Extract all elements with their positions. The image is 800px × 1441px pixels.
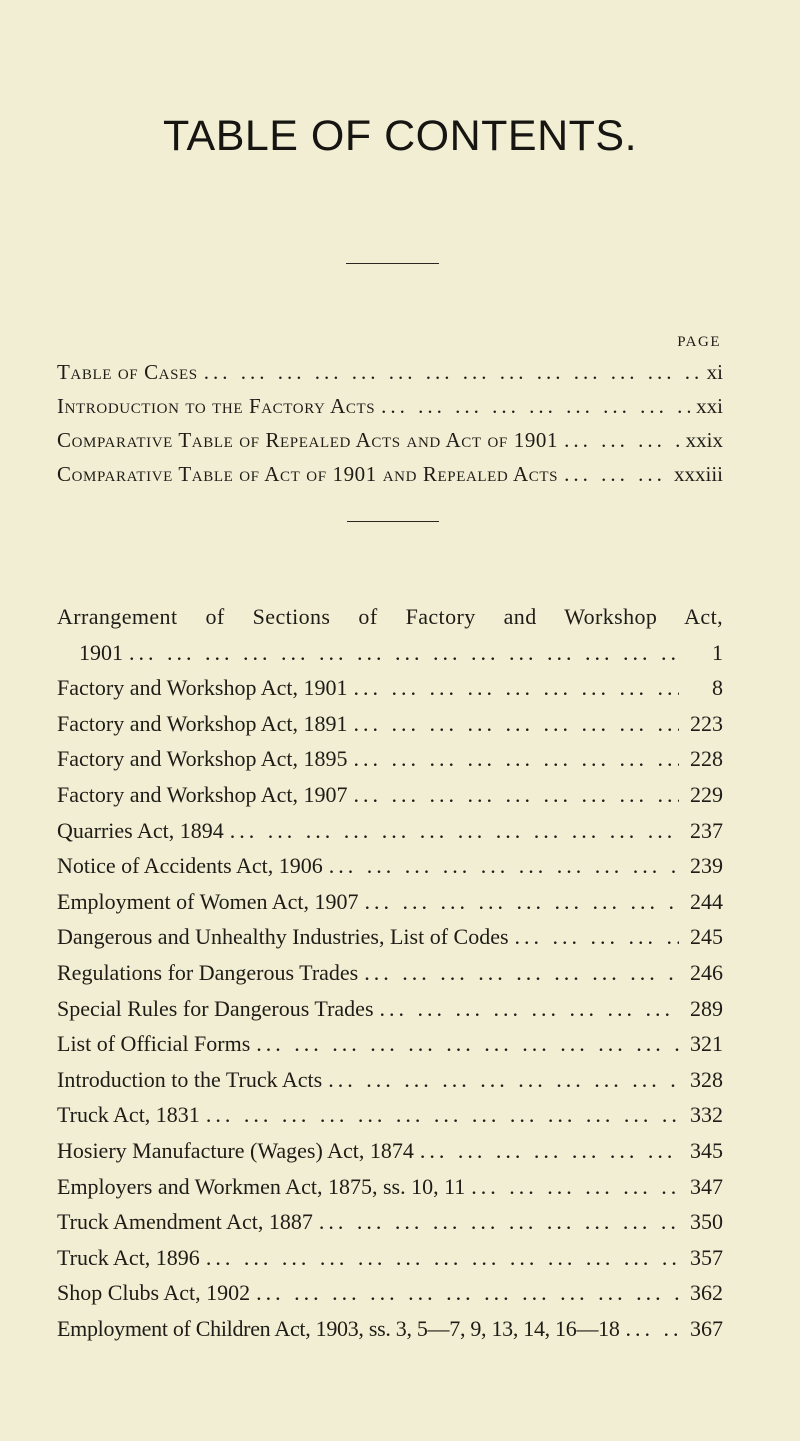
toc-entry-page: 246 [690, 959, 723, 985]
dot-leader [256, 1275, 679, 1311]
toc-entry-page: 245 [690, 924, 723, 950]
toc-entry-title: List of Official Forms [57, 1031, 251, 1057]
toc-entry-title: Employers and Workmen Act, 1875, ss. 10, 11 [57, 1173, 466, 1199]
dot-leader [515, 919, 679, 955]
toc-entry[interactable] [57, 706, 723, 742]
dot-leader [380, 991, 679, 1027]
dot-leader [256, 1026, 679, 1062]
toc-entry-page: xi [706, 360, 723, 384]
toc-entry[interactable] [57, 848, 723, 884]
dot-leader [626, 1311, 679, 1347]
toc-entry[interactable] [57, 1204, 723, 1240]
dot-leader [354, 706, 679, 742]
toc-entry[interactable] [57, 955, 723, 991]
toc-entry-title: Introduction to the Truck Acts [57, 1066, 323, 1092]
toc-entry-title: Comparative Table of Act of 1901 and Repealed Acts [57, 462, 559, 486]
toc-entry-title: Truck Amendment Act, 1887 [57, 1209, 313, 1235]
divider-rule [347, 521, 439, 522]
toc-entry[interactable] [57, 919, 723, 955]
toc-entry-title: Dangerous and Unhealthy Industries, List of Codes [57, 924, 509, 950]
toc-entry-page: 8 [712, 675, 723, 701]
toc-entry-title: Truck Act, 1896 [57, 1244, 200, 1270]
dot-leader [381, 389, 690, 423]
toc-entry-page: 239 [690, 853, 723, 879]
toc-entry-title: Introduction to the Factory Acts [57, 394, 376, 418]
dot-leader [206, 1097, 679, 1133]
toc-entry-page: xxi [696, 394, 723, 418]
toc-entry-page: 228 [690, 746, 723, 772]
toc-entry[interactable] [57, 457, 723, 491]
toc-entry-page: 1 [712, 639, 723, 665]
toc-entry[interactable] [57, 1275, 723, 1311]
dot-leader [319, 1204, 679, 1240]
dot-leader [564, 423, 680, 457]
toc-entry[interactable] [57, 670, 723, 706]
toc-entry-title: Comparative Table of Repealed Acts and Act of 1901 [57, 428, 559, 452]
toc-entry-page: 237 [690, 817, 723, 843]
toc-entry[interactable] [57, 1169, 723, 1205]
toc-entry-page: 223 [690, 710, 723, 736]
dot-leader [206, 1240, 679, 1276]
toc-entry-title: Hosiery Manufacture (Wages) Act, 1874 [57, 1137, 414, 1163]
dot-leader [471, 1169, 679, 1205]
dot-leader [354, 777, 679, 813]
toc-entry[interactable] [57, 741, 723, 777]
dot-leader [364, 955, 679, 991]
toc-entry-title: Regulations for Dangerous Trades [57, 959, 359, 985]
toc-entry-page: 229 [690, 781, 723, 807]
toc-entry-title: Factory and Workshop Act, 1901 [57, 675, 348, 701]
toc-entry-page: xxxiii [673, 462, 723, 486]
toc-entry-title: Quarries Act, 1894 [57, 817, 224, 843]
toc-entry[interactable] [57, 355, 723, 389]
toc-entry-page: 332 [690, 1102, 723, 1128]
toc-entry-title: Arrangement of Sections of Factory and Workshop Act, [57, 604, 723, 629]
toc-entry[interactable] [57, 1026, 723, 1062]
toc-entry[interactable] [57, 1240, 723, 1276]
toc-entry-title: Shop Clubs Act, 1902 [57, 1280, 251, 1306]
toc-entry-title: Employment of Children Act, 1903, ss. 3, 5—7, 9, 13, 14, 16—18 [57, 1315, 620, 1341]
toc-entry[interactable] [57, 1133, 723, 1169]
toc-entry[interactable] [57, 1311, 723, 1347]
dot-leader [354, 741, 679, 777]
dot-leader [365, 884, 679, 920]
toc-entry-page: xxix [685, 428, 723, 452]
toc-entry-page: 289 [690, 995, 723, 1021]
front-matter-list [57, 355, 723, 491]
toc-entry-page: 328 [690, 1066, 723, 1092]
toc-entry-page: 350 [690, 1209, 723, 1235]
toc-entry-title: Factory and Workshop Act, 1895 [57, 746, 348, 772]
toc-entry-page: 362 [690, 1280, 723, 1306]
toc-entry-title: Factory and Workshop Act, 1891 [57, 710, 348, 736]
toc-entry-page: 357 [690, 1244, 723, 1270]
toc-entry[interactable] [57, 813, 723, 849]
toc-entry-title-continued: 1901 [79, 639, 123, 665]
toc-entry[interactable] [57, 599, 723, 670]
toc-entry[interactable] [57, 777, 723, 813]
toc-entry-page: 367 [690, 1315, 723, 1341]
page-column-header: PAGE [677, 334, 721, 350]
toc-entry-title: Truck Act, 1831 [57, 1102, 200, 1128]
dot-leader [129, 635, 679, 671]
toc-entry-page: 345 [690, 1137, 723, 1163]
toc-entry-title: Factory and Workshop Act, 1907 [57, 781, 348, 807]
dot-leader [204, 355, 701, 389]
toc-entry-page: 244 [690, 888, 723, 914]
dot-leader [328, 1062, 679, 1098]
sections-list [57, 599, 723, 1346]
dot-leader [230, 813, 679, 849]
dot-leader [420, 1133, 679, 1169]
divider-rule [346, 263, 439, 264]
toc-entry-title: Notice of Accidents Act, 1906 [57, 853, 323, 879]
dot-leader [329, 848, 679, 884]
toc-entry-page: 347 [690, 1173, 723, 1199]
toc-entry[interactable] [57, 1062, 723, 1098]
toc-entry-page: 321 [690, 1031, 723, 1057]
toc-entry-title: Employment of Women Act, 1907 [57, 888, 359, 914]
toc-entry[interactable] [57, 423, 723, 457]
toc-entry[interactable] [57, 389, 723, 423]
toc-entry[interactable] [57, 991, 723, 1027]
toc-entry-title: Special Rules for Dangerous Trades [57, 995, 374, 1021]
dot-leader [564, 457, 668, 491]
page-title: TABLE OF CONTENTS. [162, 112, 638, 160]
toc-entry-title: Table of Cases [57, 360, 198, 384]
toc-entry[interactable] [57, 884, 723, 920]
toc-entry[interactable] [57, 1097, 723, 1133]
dot-leader [354, 670, 679, 706]
